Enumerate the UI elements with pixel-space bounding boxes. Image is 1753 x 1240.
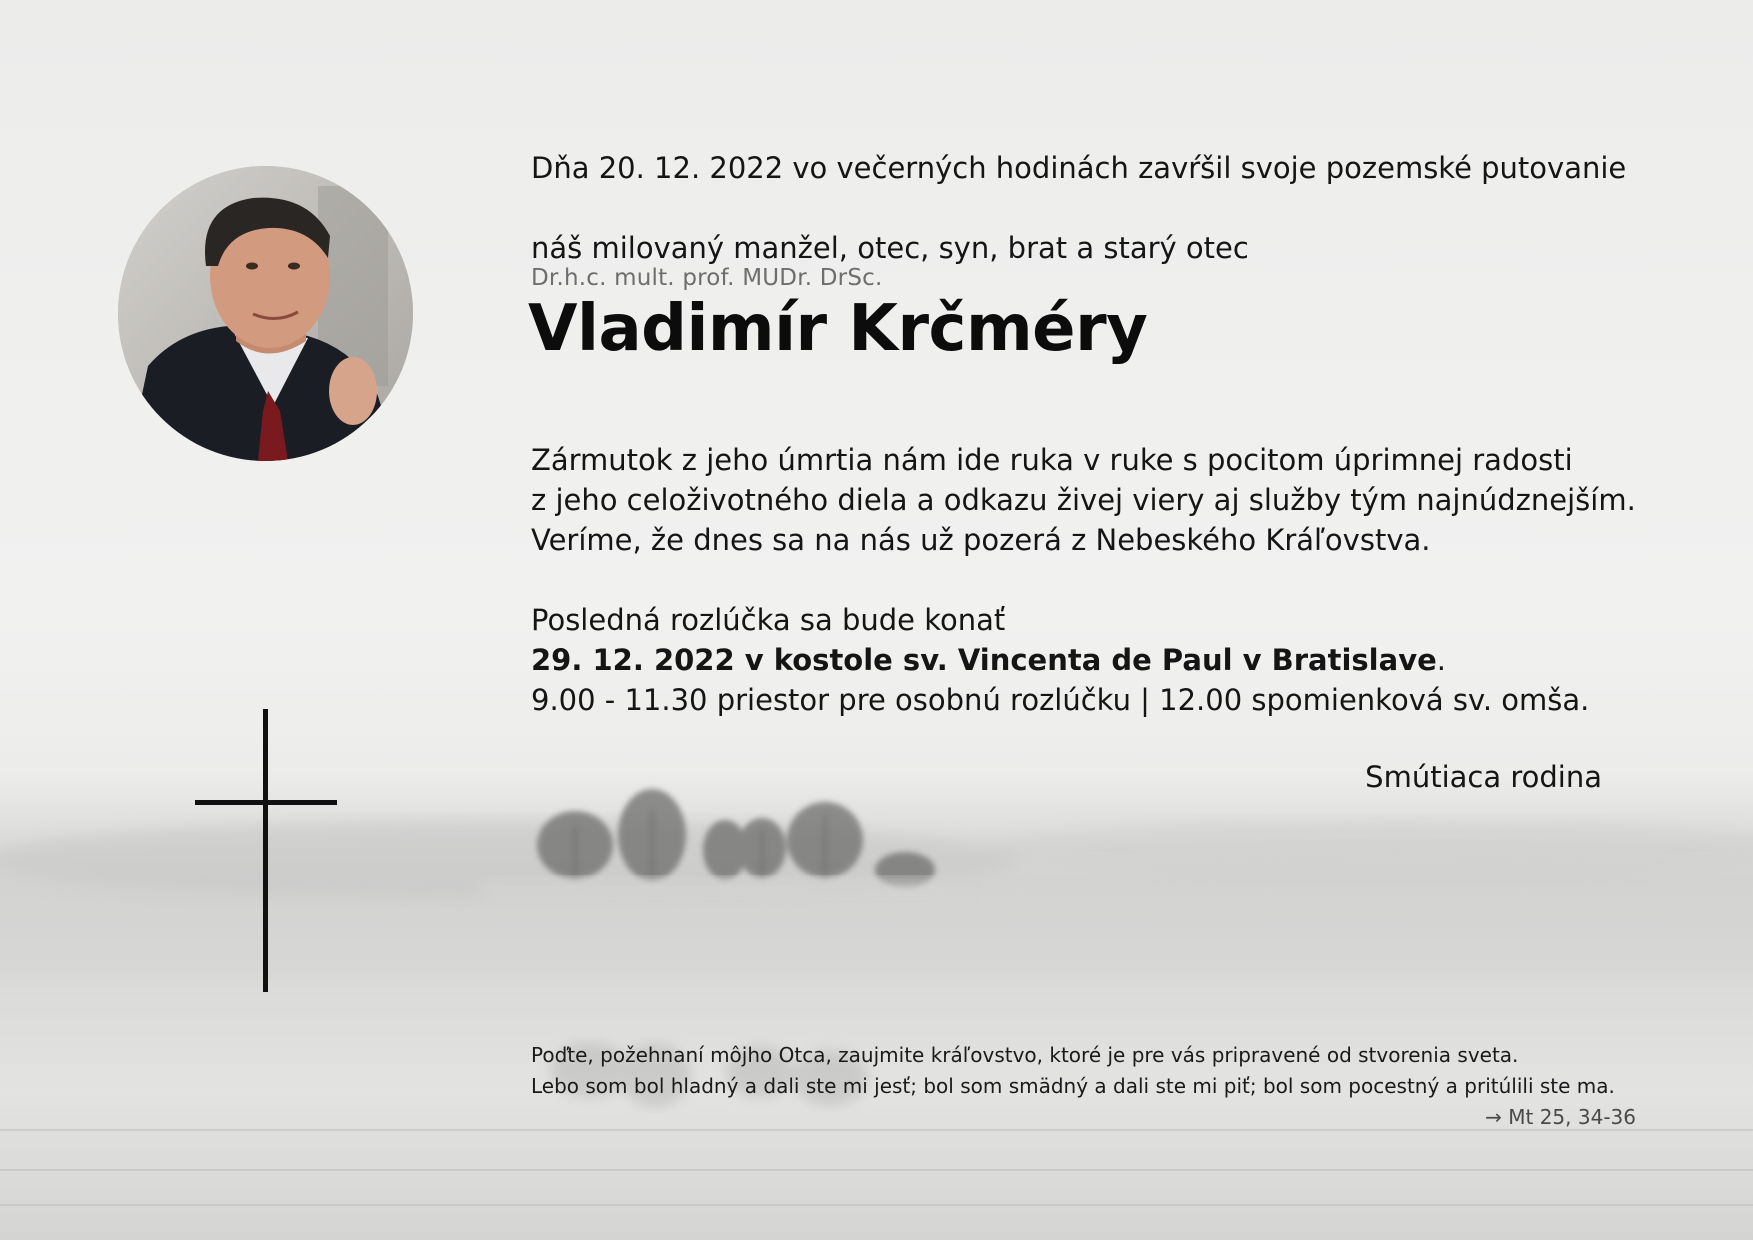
funeral-date-location-period: . bbox=[1436, 643, 1446, 677]
funeral-schedule: 9.00 - 11.30 priestor pre osobnú rozlúčku | 12.00 spomienková sv. omša. bbox=[531, 683, 1590, 717]
funeral-date-location bbox=[531, 640, 1731, 680]
funeral-intro: Posledná rozlúčka sa bude konať bbox=[531, 603, 1006, 637]
message-line-3: Veríme, že dnes sa na nás už pozerá z Nebeského Kráľovstva. bbox=[531, 523, 1431, 557]
message-line-2: z jeho celoživotného diela a odkazu živej viery aj služby tým najnúdznejším. bbox=[531, 483, 1636, 517]
announcement-intro-line-2: náš milovaný manžel, otec, syn, brat a starý otec bbox=[531, 231, 1249, 265]
deceased-portrait-photo bbox=[118, 166, 413, 461]
academic-titles: Dr.h.c. mult. prof. MUDr. DrSc. bbox=[531, 265, 883, 291]
verse-line-2: Lebo som bol hladný a dali ste mi jesť; bol som smädný a dali ste mi piť; bol som pocestný a pritúlili ste ma. bbox=[531, 1074, 1615, 1098]
bible-verse bbox=[531, 1040, 1636, 1133]
family-signature: Smútiaca rodina bbox=[1365, 760, 1602, 794]
funeral-details bbox=[531, 600, 1731, 720]
condolence-message bbox=[531, 440, 1731, 560]
verse-line-1: Poďte, požehnaní môjho Otca, zaujmite kráľovstvo, ktoré je pre vás pripravené od stvorenia sveta. bbox=[531, 1043, 1519, 1067]
funeral-date-location-bold: 29. 12. 2022 v kostole sv. Vincenta de Paul v Bratislave bbox=[531, 643, 1437, 677]
deceased-name: Vladimír Krčméry bbox=[528, 292, 1148, 366]
cross-icon bbox=[195, 709, 337, 992]
message-line-1: Zármutok z jeho úmrtia nám ide ruka v ruke s pocitom úprimnej radosti bbox=[531, 443, 1573, 477]
verse-reference: → Mt 25, 34-36 bbox=[1485, 1105, 1636, 1129]
announcement-intro-line-1: Dňa 20. 12. 2022 vo večerných hodinách zavŕšil svoje pozemské putovanie bbox=[531, 151, 1627, 185]
